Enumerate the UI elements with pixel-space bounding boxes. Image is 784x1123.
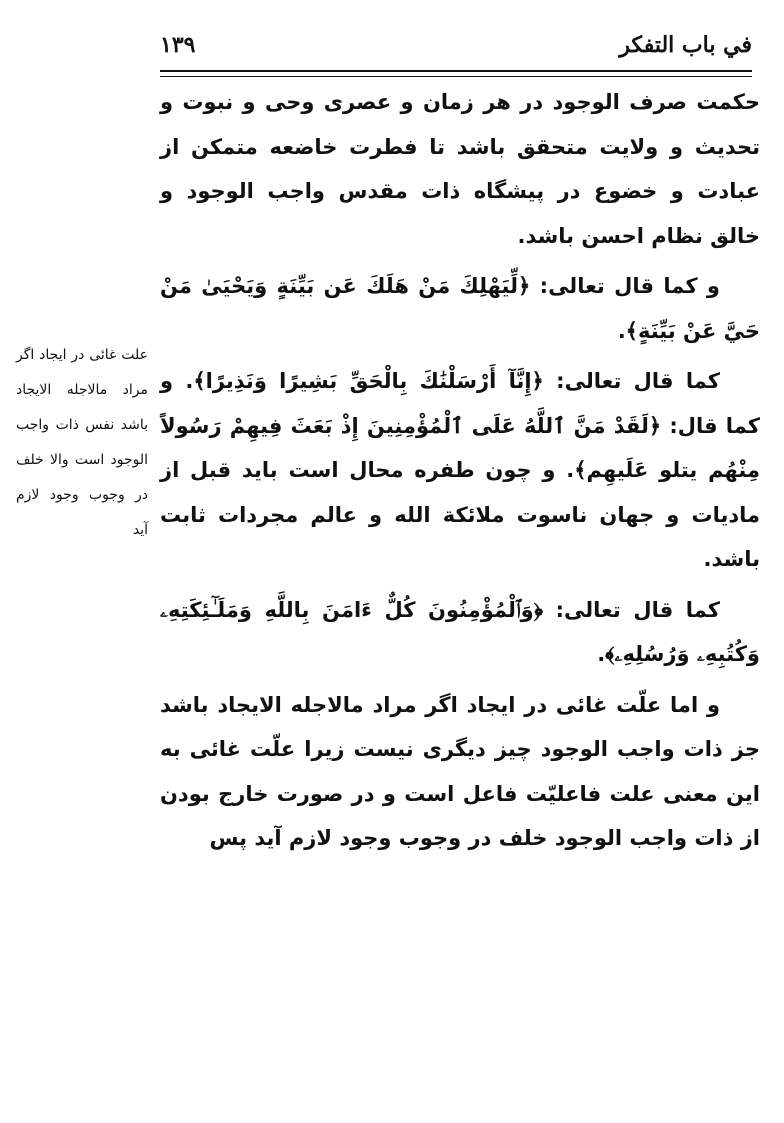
header-rule-thick: [160, 70, 752, 72]
page-number: ١٣٩: [160, 32, 196, 58]
paragraph: حکمت صرف الوجود در هر زمان و عصری وحی و نبوت و تحدیث و ولایت متحقق باشد تا فطرت خاضعه متمکن از عبادت و خضوع در پیشگاه ذات مقدس واجب الوجود و خالق نظام احسن باشد.: [160, 90, 760, 248]
header-title: في باب التفكر: [619, 32, 752, 58]
paragraph: کما قال تعالی: ﴿وَٱلْمُؤْمِنُونَ كُلٌّ ءَامَنَ بِاللَّهِ وَمَلَـٰٓئِكَتِهِۦ وَكُتُبِهِۦ وَرُسُلِهِۦ﴾.: [160, 597, 760, 666]
running-header: [160, 28, 752, 68]
paragraph: و کما قال تعالی: ﴿لِّيَهْلِكَ مَنْ هَلَكَ عَن بَيِّنَةٍ وَيَحْيَىٰ مَنْ حَيَّ عَنْ بَيِّنَةٍ﴾.: [160, 274, 760, 343]
margin-note: علت غائی در ایجاد اگر مراد مالاجله الایجاد باشد نفس ذات واجب الوجود است والا خلف در وجوب وجود لازم آید: [16, 347, 148, 538]
main-text: [160, 80, 760, 867]
header-rule-thin: [160, 76, 752, 77]
paragraph: کما قال تعالی: ﴿إِنَّآ أَرْسَلْنَٰكَ بِالْحَقِّ بَشِيرًا وَنَذِيرًا﴾. و کما قال: ﴿لَقَدْ مَنَّ ٱللَّهُ عَلَى ٱلْمُؤْمِنِينَ إِذْ بَعَثَ فِيهِمْ رَسُولاً مِنْهُم يتلو عَلَيهِم﴾. و چون طفره محال است باید قبل از مادیات و جهان ناسوت ملائکة الله و عالم مجردات ثابت باشد.: [160, 369, 760, 571]
paragraph: و اما علّت غائی در ایجاد اگر مراد مالاجله الایجاد باشد جز ذات واجب الوجود چیز دیگری نیست زیرا علّت غائی به این معنی علت فاعلیّت فاعل است و در صورت خارج بودن از ذات واجب الوجود خلف در وجوب وجود لازم آید پس: [160, 692, 760, 850]
